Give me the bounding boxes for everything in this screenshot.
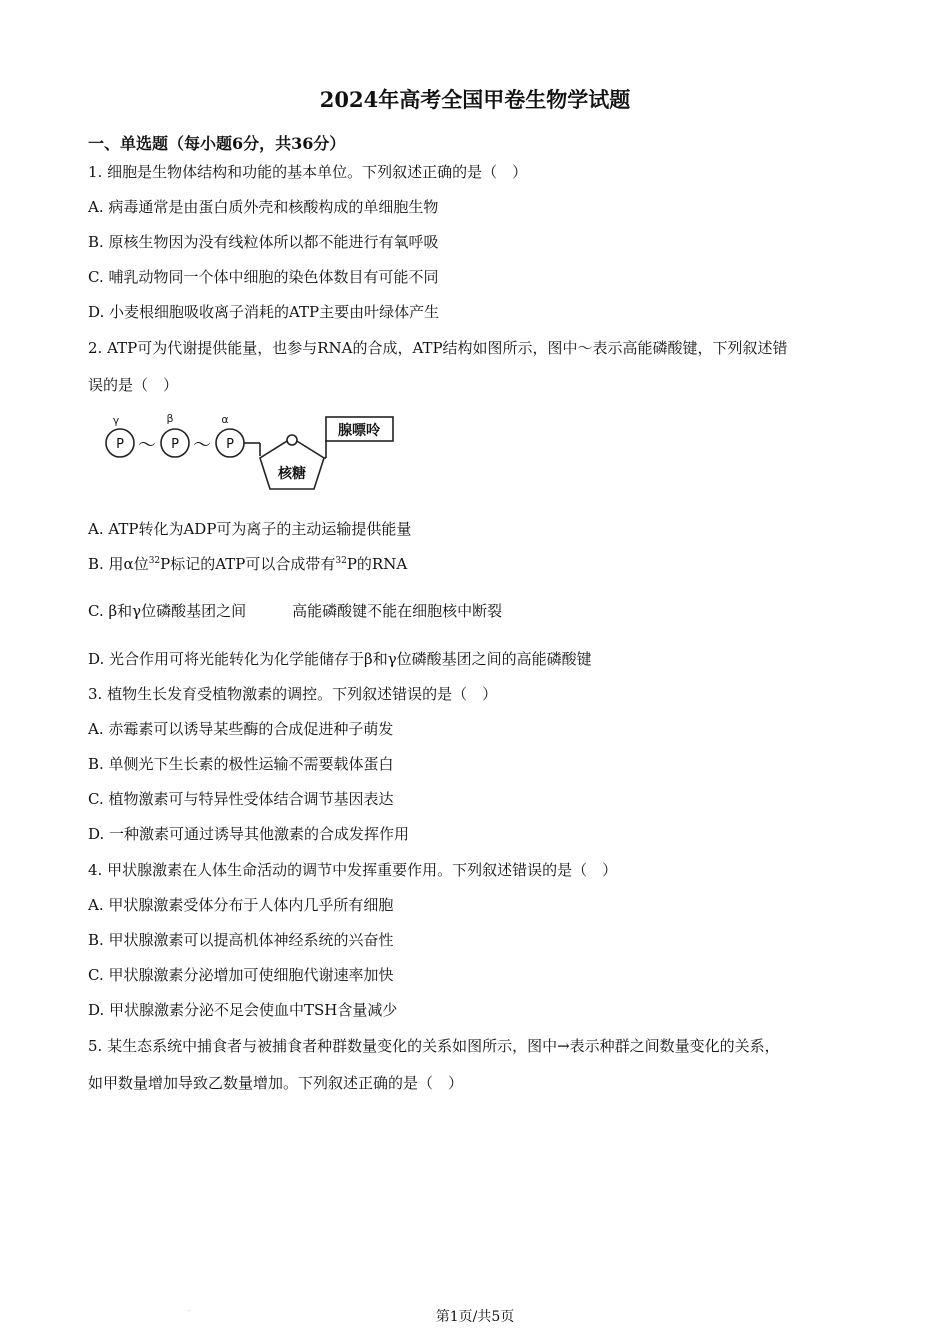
q2-option-b-part2: P标记的ATP可以合成带有 — [160, 555, 336, 573]
ribose-oxygen-atom — [287, 435, 297, 445]
q1-stem: 1. 细胞是生物体结构和功能的基本单位。下列叙述正确的是（ ） — [88, 163, 528, 181]
isotope-superscript-1: 32 — [148, 556, 161, 566]
ribose-label: 核糖 — [278, 466, 306, 482]
q1-option-c: C. 哺乳动物同一个体中细胞的染色体数目有可能不同 — [88, 268, 439, 286]
q4-stem: 4. 甲状腺激素在人体生命活动的调节中发挥重要作用。下列叙述错误的是（ ） — [88, 861, 618, 879]
q4-option-b: B. 甲状腺激素可以提高机体神经系统的兴奋性 — [88, 931, 394, 949]
q2-option-c-part2: 高能磷酸键不能在细胞核中断裂 — [292, 602, 503, 620]
high-energy-bond-1: ～ — [138, 435, 156, 456]
footer-mark: . — [188, 1306, 190, 1313]
page-title: 2024年高考全国甲卷生物学试题 — [319, 87, 631, 112]
q3-option-a: A. 赤霉素可以诱导某些酶的合成促进种子萌发 — [88, 720, 394, 738]
phosphate-beta-label: P — [171, 437, 179, 452]
q4-option-c: C. 甲状腺激素分泌增加可使细胞代谢速率加快 — [88, 966, 394, 984]
adenine-label: 腺嘌呤 — [338, 423, 380, 439]
q2-option-a: A. ATP转化为ADP可为离子的主动运输提供能量 — [88, 520, 412, 538]
q1-option-d: D. 小麦根细胞吸收离子消耗的ATP主要由叶绿体产生 — [88, 303, 440, 321]
q2-option-b-part1: B. 用α位 — [88, 555, 149, 573]
q5-stem-line1: 5. 某生态系统中捕食者与被捕食者种群数量变化的关系如图所示，图中→表示种群之间数量变化的关系， — [88, 1037, 780, 1055]
q2-stem-line2: 误的是（ ） — [88, 376, 179, 394]
q5-stem-line2: 如甲数量增加导致乙数量增加。下列叙述正确的是（ ） — [88, 1074, 464, 1092]
q3-option-c: C. 植物激素可与特异性受体结合调节基因表达 — [88, 790, 394, 808]
phosphate-alpha-label: P — [226, 437, 234, 452]
q4-option-a: A. 甲状腺激素受体分布于人体内几乎所有细胞 — [88, 896, 394, 914]
atp-structure-diagram — [100, 406, 400, 496]
q2-option-c — [88, 600, 502, 621]
high-energy-bond-2: ～ — [193, 435, 211, 456]
isotope-superscript-2: 32 — [335, 556, 347, 566]
q3-option-b: B. 单侧光下生长素的极性运输不需要载体蛋白 — [88, 755, 394, 773]
q3-option-d: D. 一种激素可通过诱导其他激素的合成发挥作用 — [88, 825, 410, 843]
q2-stem-line1: 2. ATP可为代谢提供能量，也参与RNA的合成，ATP结构如图所示，图中～表示高能磷酸键，下列叙述错 — [88, 339, 788, 357]
q1-option-a: A. 病毒通常是由蛋白质外壳和核酸构成的单细胞生物 — [88, 198, 439, 216]
q2-option-c-part1: C. β和γ位磷酸基团之间 — [88, 602, 247, 620]
section-heading: 一、单选题（每小题6分，共36分） — [88, 134, 346, 153]
gamma-label: γ — [112, 414, 120, 427]
page-number: 第1页/共5页 — [435, 1309, 515, 1325]
q4-option-d: D. 甲状腺激素分泌不足会使血中TSH含量减少 — [88, 1001, 398, 1019]
q2-option-b-part3: P的RNA — [346, 555, 408, 573]
q2-option-b — [88, 553, 407, 574]
q3-stem: 3. 植物生长发育受植物激素的调控。下列叙述错误的是（ ） — [88, 685, 498, 703]
q1-option-b: B. 原核生物因为没有线粒体所以都不能进行有氧呼吸 — [88, 233, 439, 251]
beta-label: β — [166, 412, 174, 425]
phosphate-gamma-label: P — [116, 437, 124, 452]
q2-option-d: D. 光合作用可将光能转化为化学能储存于β和γ位磷酸基团之间的高能磷酸键 — [88, 650, 592, 668]
alpha-label: α — [221, 413, 229, 426]
